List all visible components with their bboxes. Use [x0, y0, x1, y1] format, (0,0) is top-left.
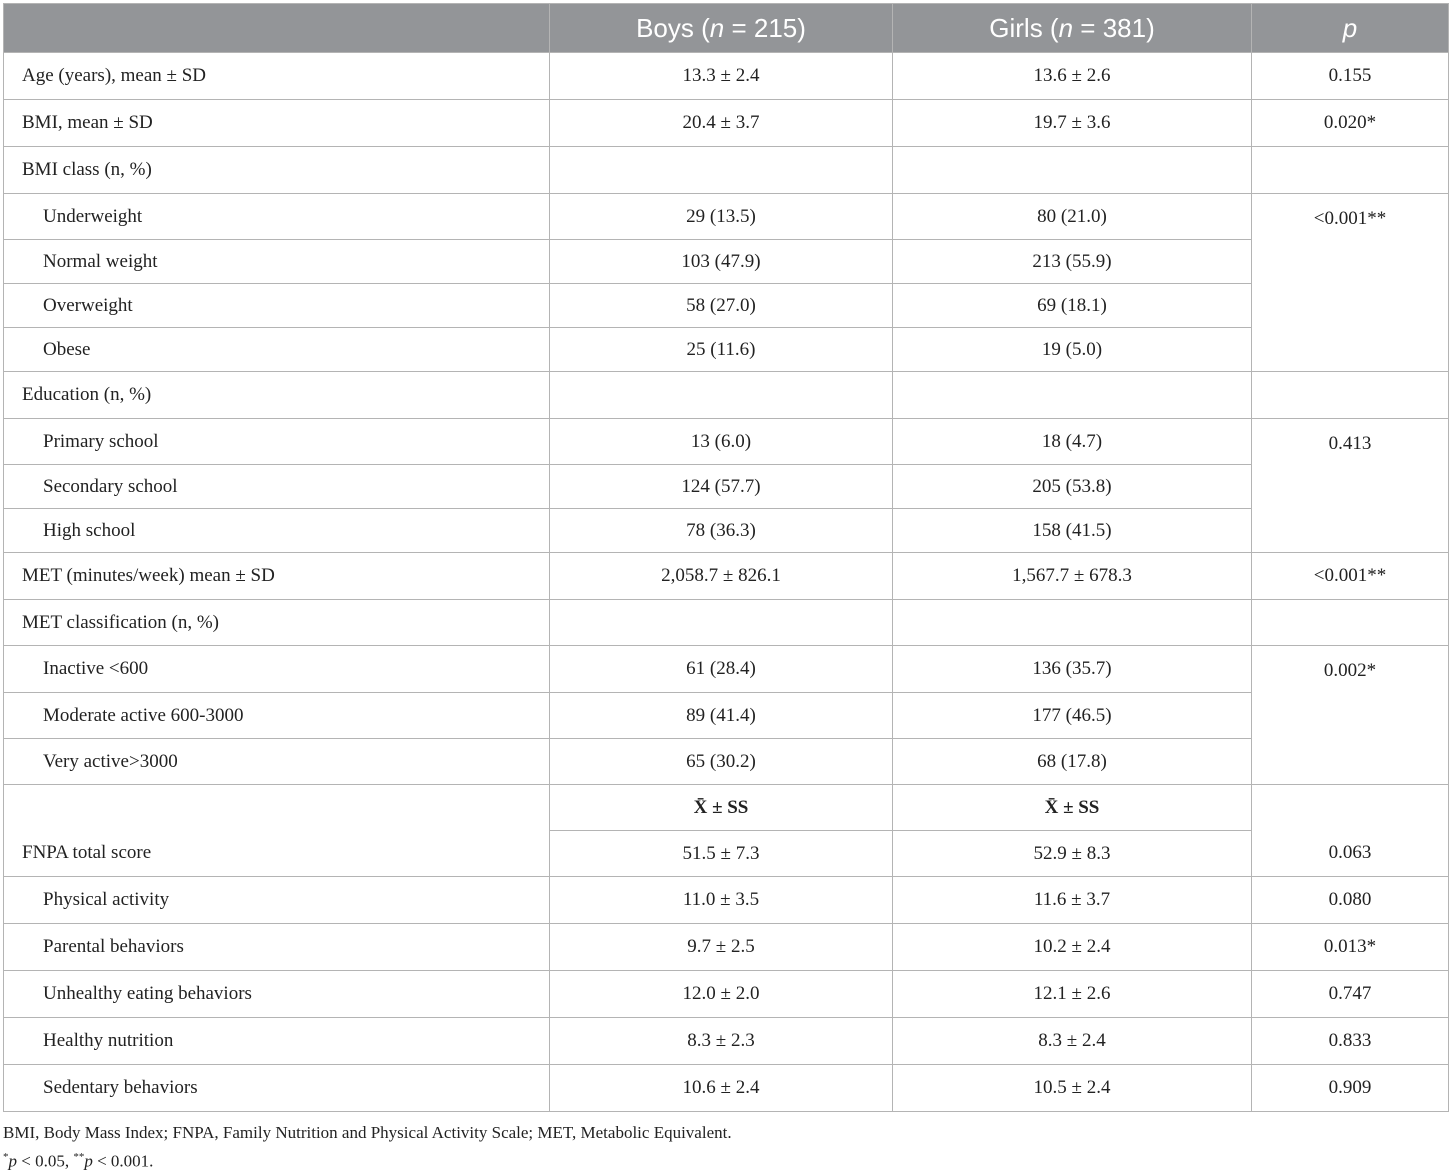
p-value: 0.747: [1252, 971, 1449, 1018]
header-boys: Boys (n = 215): [550, 4, 893, 53]
boys-value: 20.4 ± 3.7: [550, 100, 893, 147]
p-value: 0.002*: [1252, 646, 1449, 785]
empty-cell: [1252, 147, 1449, 194]
empty-cell: [1252, 372, 1449, 419]
p-value: 0.909: [1252, 1065, 1449, 1112]
girls-value: 213 (55.9): [893, 240, 1252, 284]
boys-value: 12.0 ± 2.0: [550, 971, 893, 1018]
empty-cell: [893, 600, 1252, 646]
boys-value: 89 (41.4): [550, 693, 893, 739]
row-label: Inactive <600: [4, 646, 550, 693]
section-label: Education (n, %): [4, 372, 550, 419]
significance-footnote: *p < 0.05, **p < 0.001.: [3, 1151, 154, 1171]
empty-cell: [1252, 600, 1449, 646]
p-value: 0.020*: [1252, 100, 1449, 147]
girls-value: 158 (41.5): [893, 509, 1252, 553]
boys-value: 65 (30.2): [550, 739, 893, 785]
table-row-met: [4, 553, 1449, 600]
boys-value: 8.3 ± 2.3: [550, 1018, 893, 1065]
subheader-boys: X̄ ± SS: [550, 785, 893, 831]
girls-value: 136 (35.7): [893, 646, 1252, 693]
boys-value: 2,058.7 ± 826.1: [550, 553, 893, 600]
girls-value: 205 (53.8): [893, 465, 1252, 509]
p-value: <0.001**: [1252, 194, 1449, 372]
boys-value: 25 (11.6): [550, 328, 893, 372]
table-row-healthy-nutrition: [4, 1018, 1449, 1065]
row-label: Age (years), mean ± SD: [4, 53, 550, 100]
table-row-overweight: [4, 284, 1449, 328]
boys-value: 124 (57.7): [550, 465, 893, 509]
table-row-secondary-school: [4, 465, 1449, 509]
results-table: [3, 3, 1449, 1112]
p-value: 0.013*: [1252, 924, 1449, 971]
empty-cell: [893, 147, 1252, 194]
row-label: Very active>3000: [4, 739, 550, 785]
table-row-primary-school: [4, 419, 1449, 465]
boys-value: 58 (27.0): [550, 284, 893, 328]
table-row-bmi: [4, 100, 1449, 147]
boys-value: 29 (13.5): [550, 194, 893, 240]
girls-value: 10.5 ± 2.4: [893, 1065, 1252, 1112]
boys-value: 78 (36.3): [550, 509, 893, 553]
girls-value: 80 (21.0): [893, 194, 1252, 240]
row-label: Unhealthy eating behaviors: [4, 971, 550, 1018]
empty-cell: [550, 372, 893, 419]
girls-value: 19 (5.0): [893, 328, 1252, 372]
table-row-inactive: [4, 646, 1449, 693]
row-label: Physical activity: [4, 877, 550, 924]
p-value: 0.080: [1252, 877, 1449, 924]
empty-cell: [550, 600, 893, 646]
row-label: Normal weight: [4, 240, 550, 284]
row-label: High school: [4, 509, 550, 553]
girls-value: 68 (17.8): [893, 739, 1252, 785]
table-row-high-school: [4, 509, 1449, 553]
row-label: Primary school: [4, 419, 550, 465]
row-label: MET (minutes/week) mean ± SD: [4, 553, 550, 600]
header-p: p: [1252, 4, 1449, 53]
girls-value: 69 (18.1): [893, 284, 1252, 328]
table-row-very-active: [4, 739, 1449, 785]
boys-value: 13 (6.0): [550, 419, 893, 465]
table-row-normal-weight: [4, 240, 1449, 284]
boys-value: 51.5 ± 7.3: [550, 831, 893, 877]
table-row-moderate-active: [4, 693, 1449, 739]
girls-value: 8.3 ± 2.4: [893, 1018, 1252, 1065]
table-row-fnpa-total: [4, 831, 1449, 877]
section-label: BMI class (n, %): [4, 147, 550, 194]
empty-cell: [1252, 785, 1449, 831]
empty-cell: [4, 785, 550, 831]
girls-value: 18 (4.7): [893, 419, 1252, 465]
girls-value: 13.6 ± 2.6: [893, 53, 1252, 100]
table-row-underweight: [4, 194, 1449, 240]
row-label: BMI, mean ± SD: [4, 100, 550, 147]
girls-value: 1,567.7 ± 678.3: [893, 553, 1252, 600]
table-row-bmi-class: [4, 147, 1449, 194]
row-label: Overweight: [4, 284, 550, 328]
table-row-subheader: [4, 785, 1449, 831]
header-label-cell: [4, 4, 550, 53]
row-label: Underweight: [4, 194, 550, 240]
header-row: [4, 4, 1449, 53]
row-label: Moderate active 600-3000: [4, 693, 550, 739]
row-label: FNPA total score: [4, 831, 550, 877]
boys-value: 10.6 ± 2.4: [550, 1065, 893, 1112]
boys-value: 11.0 ± 3.5: [550, 877, 893, 924]
boys-value: 103 (47.9): [550, 240, 893, 284]
row-label: Parental behaviors: [4, 924, 550, 971]
row-label: Healthy nutrition: [4, 1018, 550, 1065]
girls-value: 177 (46.5): [893, 693, 1252, 739]
table-row-education: [4, 372, 1449, 419]
girls-value: 19.7 ± 3.6: [893, 100, 1252, 147]
table-row-obese: [4, 328, 1449, 372]
girls-value: 10.2 ± 2.4: [893, 924, 1252, 971]
girls-value: 52.9 ± 8.3: [893, 831, 1252, 877]
boys-value: 9.7 ± 2.5: [550, 924, 893, 971]
subheader-girls: X̄ ± SS: [893, 785, 1252, 831]
table-row-met-class: [4, 600, 1449, 646]
table-row-unhealthy-eating: [4, 971, 1449, 1018]
boys-value: 13.3 ± 2.4: [550, 53, 893, 100]
table-row-parental-behaviors: [4, 924, 1449, 971]
p-value: <0.001**: [1252, 553, 1449, 600]
girls-value: 12.1 ± 2.6: [893, 971, 1252, 1018]
table-row-sedentary-behaviors: [4, 1065, 1449, 1112]
section-label: MET classification (n, %): [4, 600, 550, 646]
p-value: 0.833: [1252, 1018, 1449, 1065]
table-row-age: [4, 53, 1449, 100]
table-row-physical-activity: [4, 877, 1449, 924]
header-girls: Girls (n = 381): [893, 4, 1252, 53]
row-label: Obese: [4, 328, 550, 372]
abbreviations-footnote: BMI, Body Mass Index; FNPA, Family Nutrition and Physical Activity Scale; MET, Metabolic Equivalent.: [3, 1123, 732, 1142]
girls-value: 11.6 ± 3.7: [893, 877, 1252, 924]
empty-cell: [550, 147, 893, 194]
table-footnotes: [3, 1121, 732, 1174]
boys-value: 61 (28.4): [550, 646, 893, 693]
p-value: 0.063: [1252, 831, 1449, 877]
p-value: 0.413: [1252, 419, 1449, 553]
empty-cell: [893, 372, 1252, 419]
p-value: 0.155: [1252, 53, 1449, 100]
row-label: Sedentary behaviors: [4, 1065, 550, 1112]
row-label: Secondary school: [4, 465, 550, 509]
